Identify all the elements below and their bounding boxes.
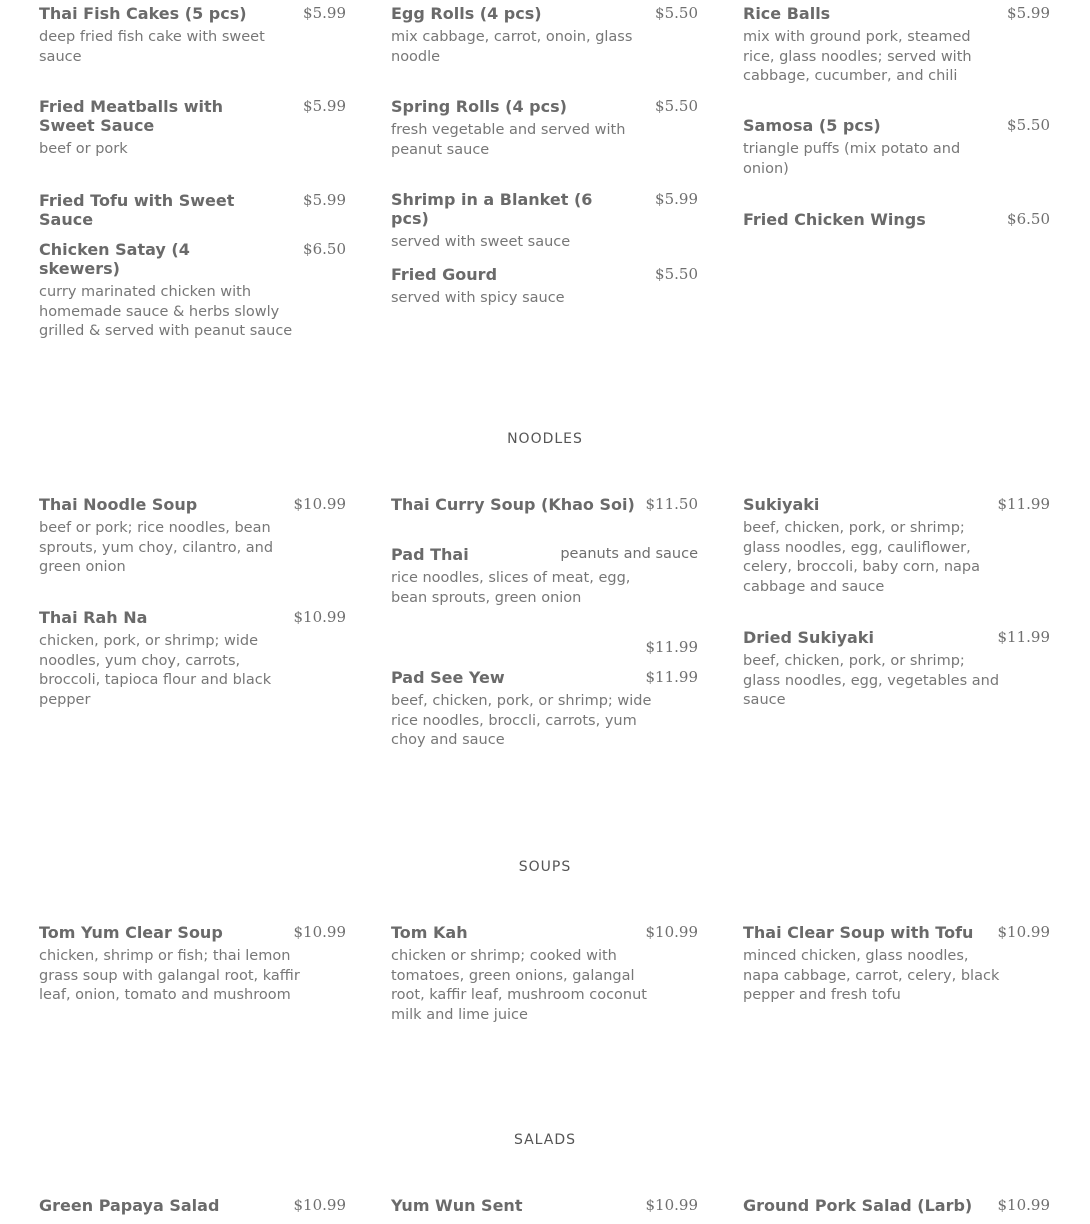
- item-description: served with spicy sauce: [391, 290, 565, 306]
- item-name: Shrimp in a Blanket (6 pcs): [391, 190, 593, 228]
- salads-heading: SALADS: [513, 1132, 577, 1148]
- menu-item: [743, 116, 1050, 179]
- item-description: minced chicken, glass noodles, napa cabbage, carrot, celery, black pepper and fresh tofu: [743, 948, 1000, 1003]
- item-price: $11.99: [997, 495, 1050, 513]
- item-name: Thai Rah Na: [39, 608, 148, 627]
- item-name: Fried Tofu with Sweet Sauce: [39, 191, 235, 229]
- menu-item: [39, 1196, 346, 1215]
- item-description: chicken, shrimp or fish; thai lemon grass soup with galangal root, kaffir leaf, onion, tomato and mushroom: [39, 948, 300, 1003]
- item-description: rice noodles, slices of meat, egg, bean sprouts, green onion: [391, 570, 631, 606]
- menu-item: [743, 210, 1050, 229]
- item-name: Fried Meatballs with Sweet Sauce: [39, 97, 223, 135]
- item-description: chicken, pork, or shrimp; wide noodles, yum choy, carrots, broccoli, tapioca flour and black pepper: [39, 633, 272, 708]
- item-description: curry marinated chicken with homemade sauce & herbs slowly grilled & served with peanut sauce: [39, 284, 293, 339]
- menu-item: [391, 190, 698, 253]
- item-price: $5.50: [655, 265, 698, 283]
- menu-item: [391, 97, 698, 160]
- item-name: Pad See Yew: [391, 668, 505, 687]
- item-price: $11.50: [645, 495, 698, 513]
- item-description: triangle puffs (mix potato and onion): [743, 141, 961, 177]
- item-price: $5.99: [1007, 4, 1050, 22]
- menu-item: [391, 1196, 698, 1215]
- item-price: $5.50: [655, 4, 698, 22]
- menu-item: [743, 495, 1050, 597]
- item-price: $5.50: [1007, 116, 1050, 134]
- item-name: Chicken Satay (4 skewers): [39, 240, 190, 278]
- item-price: $11.99: [645, 668, 698, 686]
- item-price: $10.99: [293, 495, 346, 513]
- item-description: mix cabbage, carrot, onoin, glass noodle: [391, 29, 633, 65]
- menu-item: [743, 923, 1050, 1006]
- item-name: Egg Rolls (4 pcs): [391, 4, 542, 23]
- menu-item: [743, 628, 1050, 711]
- item-description: mix with ground pork, steamed rice, glass noodles; served with cabbage, cucumber, and chili: [743, 29, 972, 84]
- item-name: Thai Fish Cakes (5 pcs): [39, 4, 247, 23]
- menu-item: [391, 265, 698, 309]
- menu-item: [743, 4, 1050, 87]
- item-description: beef or pork; rice noodles, bean sprouts, yum choy, cilantro, and green onion: [39, 520, 274, 575]
- item-price: $10.99: [645, 923, 698, 941]
- item-price: $10.99: [293, 1196, 346, 1214]
- item-price: $10.99: [293, 923, 346, 941]
- item-name: Thai Curry Soup (Khao Soi): [391, 495, 635, 514]
- item-price: $11.99: [997, 628, 1050, 646]
- item-description: beef, chicken, pork, or shrimp; glass noodles, egg, vegetables and sauce: [743, 653, 1000, 708]
- item-description: chicken or shrimp; cooked with tomatoes, green onions, galangal root, kaffir leaf, mushroom coconut milk and lime juice: [391, 948, 647, 1023]
- item-name: Fried Chicken Wings: [743, 210, 926, 229]
- menu-item: [39, 608, 346, 710]
- item-description: fresh vegetable and served with peanut sauce: [391, 122, 626, 158]
- item-name: Pad Thai: [391, 545, 469, 564]
- menu-item: [391, 923, 698, 1025]
- menu-item: [39, 191, 346, 229]
- item-name: Samosa (5 pcs): [743, 116, 881, 135]
- item-name: Sukiyaki: [743, 495, 820, 514]
- menu-item: [391, 545, 698, 608]
- menu-item: [39, 4, 346, 67]
- item-name: Green Papaya Salad: [39, 1196, 220, 1215]
- item-price: $5.99: [303, 97, 346, 115]
- item-description: beef or pork: [39, 141, 128, 157]
- item-price: $5.99: [655, 190, 698, 208]
- item-description: beef, chicken, pork, or shrimp; wide rice noodles, broccli, carrots, yum choy and sauce: [391, 693, 652, 748]
- item-price: $5.99: [303, 4, 346, 22]
- item-name: Rice Balls: [743, 4, 831, 23]
- item-price-note: peanuts and sauce: [560, 546, 698, 562]
- item-price: $10.99: [997, 923, 1050, 941]
- item-description: served with sweet sauce: [391, 234, 571, 250]
- item-description: deep fried fish cake with sweet sauce: [39, 29, 265, 65]
- item-name: Thai Clear Soup with Tofu: [743, 923, 974, 942]
- item-name: Tom Yum Clear Soup: [39, 923, 223, 942]
- item-price: $5.99: [303, 191, 346, 209]
- item-name: Fried Gourd: [391, 265, 498, 284]
- item-name: Ground Pork Salad (Larb): [743, 1196, 973, 1215]
- menu-item: [39, 240, 346, 342]
- menu-item: [743, 1196, 1050, 1215]
- menu-item: [39, 495, 346, 578]
- item-name: Thai Noodle Soup: [39, 495, 198, 514]
- item-name: Yum Wun Sent: [391, 1196, 523, 1215]
- menu-item: [391, 495, 698, 514]
- item-description: beef, chicken, pork, or shrimp; glass noodles, egg, cauliflower, celery, broccoli, baby corn, napa cabbage and sauce: [743, 520, 981, 595]
- item-price: $11.99: [645, 638, 698, 656]
- menu-item: [391, 668, 698, 751]
- menu-item: [39, 97, 346, 160]
- item-price: $6.50: [1007, 210, 1050, 228]
- item-price: $10.99: [293, 608, 346, 626]
- menu-item: [39, 923, 346, 1006]
- item-name: Dried Sukiyaki: [743, 628, 874, 647]
- soups-heading: SOUPS: [518, 859, 572, 875]
- item-name: Spring Rolls (4 pcs): [391, 97, 567, 116]
- item-price: $6.50: [303, 240, 346, 258]
- item-price: $10.99: [997, 1196, 1050, 1214]
- menu-item: [391, 4, 698, 67]
- item-price: $5.50: [655, 97, 698, 115]
- item-price: $10.99: [645, 1196, 698, 1214]
- item-name: Tom Kah: [391, 923, 468, 942]
- noodles-heading: NOODLES: [507, 431, 583, 447]
